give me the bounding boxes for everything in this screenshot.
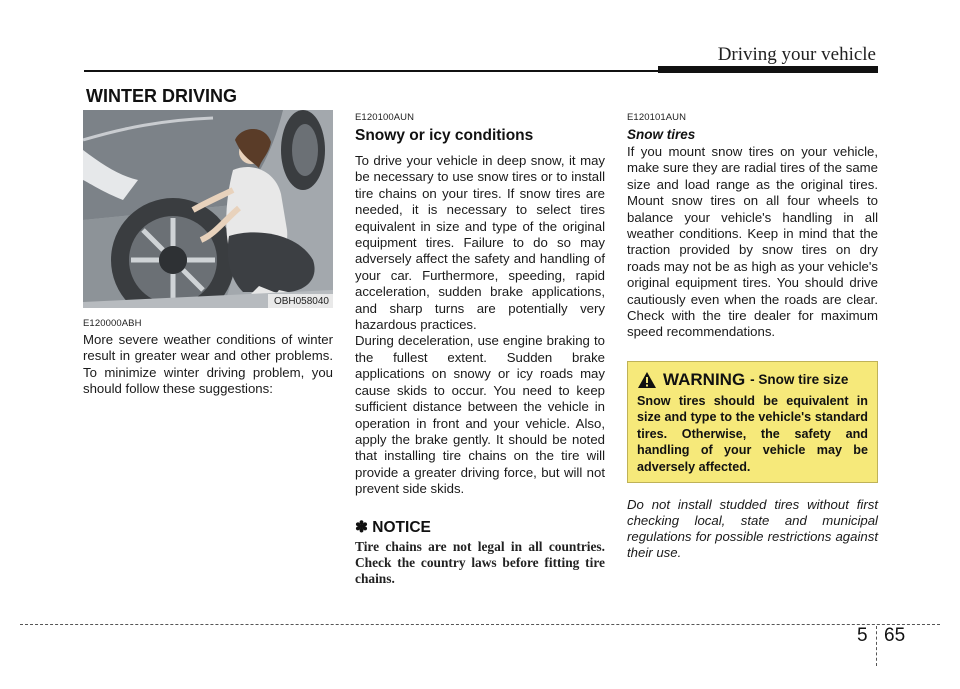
running-header-title: Driving your vehicle xyxy=(717,44,876,65)
warning-label: WARNING xyxy=(663,369,746,389)
intro-text: More severe weather conditions of winter result in greater wear and other problems. To minimize winter driving problem, you should follow these suggestions: xyxy=(83,332,333,397)
body-paragraph: During deceleration, use engine braking to the fullest extent. Sudden brake applications on snowy or icy roads may cause skids to occur. You need to keep sufficient distance between the vehicle in operation in front and your vehicle. Also, apply the brake gently. It should be noted that installing tire chains on the tire will provide a greater driving force, but will not prevent side skids. xyxy=(355,333,605,497)
warning-subtitle: - Snow tire size xyxy=(750,372,849,388)
subsection-heading: Snow tires xyxy=(627,127,696,142)
chapter-number: 5 xyxy=(857,625,868,646)
column-2 xyxy=(355,110,605,587)
notice-text: Tire chains are not legal in all countries. Check the country laws before fitting tire chains. xyxy=(355,538,605,586)
header-rule xyxy=(84,70,664,72)
warning-text: Snow tires should be equivalent in size and type to the vehicle's standard tires. Otherwise, the safety and handling of your vehicle may be adversely affected. xyxy=(637,393,868,474)
section-title: WINTER DRIVING xyxy=(86,86,237,106)
header-rule-bar xyxy=(658,66,878,73)
body-paragraph: To drive your vehicle in deep snow, it may be necessary to use snow tires or to install tire chains on your tires. If snow tires are needed, it is necessary to select tires equivalent in size and type of the original equipment tires. Failure to do so may adversely affect the safety and handling of your car. Furthermore, speeding, rapid acceleration, sudden brake applications, and sharp turns are potentially very hazardous practices. xyxy=(355,153,605,333)
illustration-drawing xyxy=(83,110,333,308)
section-code: E120000ABH xyxy=(83,318,142,329)
warning-triangle-icon xyxy=(637,371,657,389)
page-number: 65 xyxy=(884,625,906,646)
warning-box xyxy=(627,361,878,483)
column-1 xyxy=(83,110,333,398)
body-paragraph: If you mount snow tires on your vehicle, make sure they are radial tires of the same size and load range as the original tires. Mount snow tires on all four wheels to balance your vehicle's handling in all weather conditions. Keep in mind that the traction provided by snow tires on dry roads may not be as high as your vehicle's original equipment tires. You should drive cautiously even when the roads are clear. Check with the tire dealer for maximum speed recommendations. xyxy=(627,144,878,340)
caution-paragraph: Do not install studded tires without first checking local, state and municipal regulations for possible restrictions against their use. xyxy=(627,496,878,560)
notice-heading: ✽ NOTICE xyxy=(355,518,431,536)
warning-header xyxy=(637,370,868,390)
figure-code: OBH058040 xyxy=(268,294,333,308)
tire-chain-illustration xyxy=(83,110,333,308)
column-3 xyxy=(627,110,878,561)
footer-divider xyxy=(876,626,877,666)
section-code: E120101AUN xyxy=(627,112,687,123)
subsection-heading: Snowy or icy conditions xyxy=(355,127,534,144)
footer-rule xyxy=(20,624,940,625)
section-code: E120100AUN xyxy=(355,112,415,123)
